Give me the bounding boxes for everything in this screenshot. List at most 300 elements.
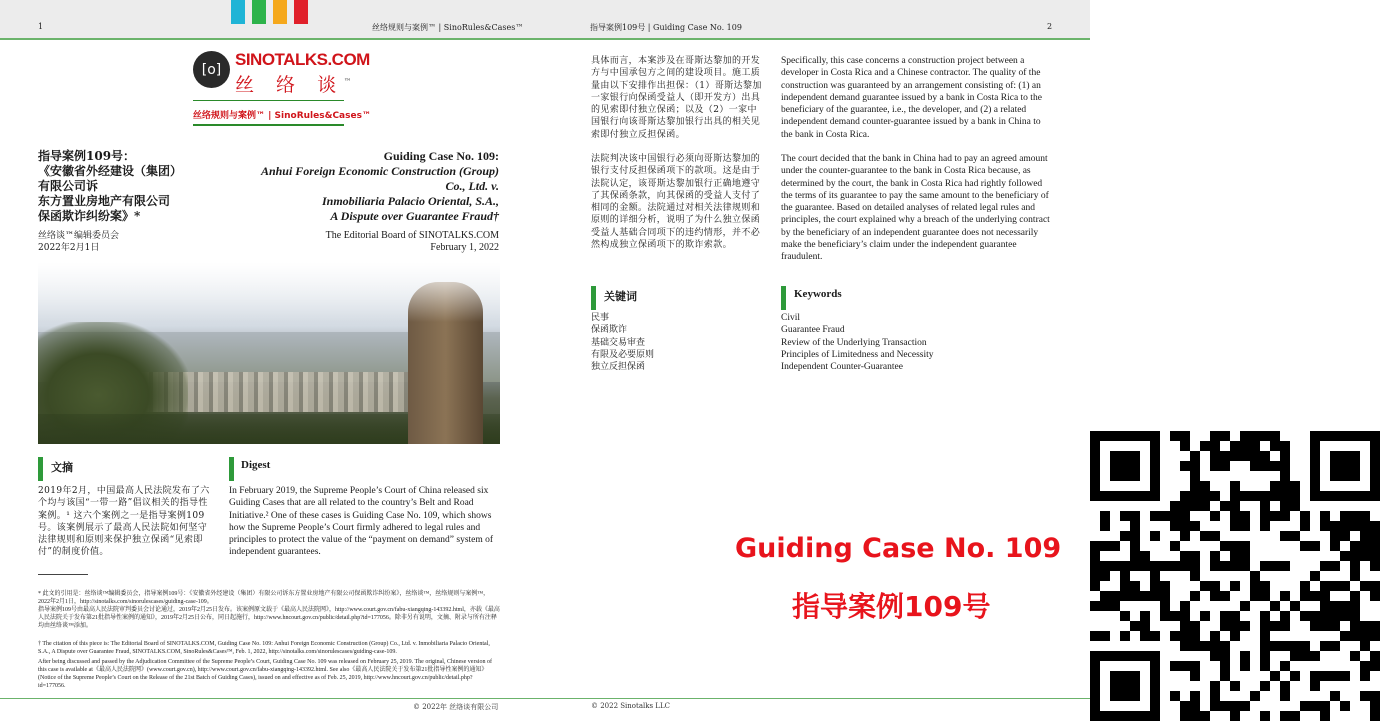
qr-module: [1340, 701, 1350, 711]
qr-module: [1150, 591, 1160, 601]
qr-module: [1090, 631, 1100, 641]
qr-module: [1090, 601, 1100, 611]
qr-module: [1210, 581, 1220, 591]
qr-module: [1230, 451, 1240, 461]
qr-module: [1130, 551, 1140, 561]
qr-module: [1240, 491, 1250, 501]
qr-module: [1190, 661, 1200, 671]
qr-module: [1330, 611, 1340, 621]
qr-module: [1180, 491, 1190, 501]
cn-keyword: 独立反担保函: [591, 362, 646, 373]
qr-module: [1150, 531, 1160, 541]
qr-module: [1200, 581, 1210, 591]
qr-module: [1190, 621, 1200, 631]
cn-board-name: 丝络谈™编辑委员会: [38, 231, 120, 241]
qr-module: [1330, 541, 1340, 551]
qr-module: [1140, 591, 1150, 601]
qr-module: [1360, 551, 1370, 561]
qr-module: [1180, 661, 1190, 671]
qr-module: [1250, 491, 1260, 501]
qr-module: [1360, 541, 1370, 551]
qr-module: [1260, 561, 1270, 571]
qr-module: [1340, 551, 1350, 561]
qr-module: [1300, 591, 1310, 601]
qr-module: [1270, 491, 1280, 501]
qr-code-graphic: [1090, 431, 1380, 721]
qr-module: [1270, 621, 1280, 631]
footnote-rule: [38, 574, 88, 575]
qr-module: [1130, 581, 1140, 591]
qr-module: [1170, 561, 1180, 571]
qr-module: [1250, 581, 1260, 591]
cn-digest-heading: 文摘: [51, 461, 73, 474]
qr-module: [1350, 601, 1360, 611]
qr-module: [1300, 611, 1310, 621]
qr-module: [1190, 501, 1200, 511]
qr-module: [1360, 511, 1370, 521]
qr-module: [1180, 461, 1190, 471]
qr-module: [1290, 501, 1300, 511]
qr-module: [1270, 511, 1280, 521]
en-keywords-heading: Keywords: [794, 288, 842, 300]
qr-module: [1340, 531, 1350, 541]
qr-module: [1350, 611, 1360, 621]
qr-module: [1130, 511, 1140, 521]
qr-module: [1130, 541, 1140, 551]
cn-digest-bar: [38, 457, 43, 481]
qr-module: [1350, 571, 1360, 581]
qr-module: [1190, 691, 1200, 701]
qr-module: [1240, 541, 1250, 551]
qr-module: [1260, 501, 1270, 511]
qr-module: [1320, 701, 1330, 711]
qr-module: [1320, 561, 1330, 571]
en-title-line: Inmobiliaria Palacio Oriental, S.A.,: [321, 194, 499, 208]
qr-module: [1190, 671, 1200, 681]
qr-module: [1260, 491, 1270, 501]
en-title: [261, 149, 499, 224]
qr-module: [1310, 591, 1320, 601]
qr-module: [1300, 541, 1310, 551]
qr-module: [1170, 541, 1180, 551]
qr-module: [1240, 441, 1250, 451]
cn-keywords-bar: [591, 286, 596, 310]
qr-module: [1100, 511, 1110, 521]
qr-module: [1260, 431, 1270, 441]
footnote-2: [38, 640, 500, 690]
qr-module: [1230, 541, 1240, 551]
qr-module: [1110, 541, 1120, 551]
qr-module: [1100, 541, 1110, 551]
qr-module: [1180, 631, 1190, 641]
qr-module: [1340, 581, 1350, 591]
cn-keyword: 保函欺诈: [591, 325, 628, 336]
qr-module: [1120, 571, 1130, 581]
qr-module: [1180, 701, 1190, 711]
cn-keyword: 基础交易审查: [591, 337, 646, 348]
qr-module: [1320, 591, 1330, 601]
qr-module: [1180, 711, 1190, 721]
qr-module: [1240, 521, 1250, 531]
logo-rule: [193, 100, 344, 101]
qr-module: [1290, 651, 1300, 661]
qr-module: [1210, 451, 1220, 461]
qr-module: [1330, 671, 1340, 681]
qr-module: [1370, 531, 1380, 541]
cn-title-line: 东方置业房地产有限公司: [38, 194, 171, 208]
en-keyword: Principles of Limitedness and Necessity: [781, 349, 934, 360]
qr-module: [1330, 561, 1340, 571]
qr-module: [1370, 551, 1380, 561]
cn-title: [38, 149, 182, 224]
qr-module: [1370, 711, 1380, 721]
qr-module: [1220, 431, 1230, 441]
qr-module: [1180, 641, 1190, 651]
qr-module: [1360, 671, 1370, 681]
qr-module: [1120, 591, 1130, 601]
qr-module: [1360, 631, 1370, 641]
cn-keyword: 有限及必要原则: [591, 349, 655, 360]
qr-module: [1230, 551, 1240, 561]
qr-module: [1150, 631, 1160, 641]
logo-tm: ™: [344, 77, 352, 86]
qr-module: [1230, 701, 1240, 711]
qr-module: [1270, 561, 1280, 571]
footnote-2b: After being discussed and passed by the Adjudication Committee of the Supreme People’s Court, Guiding Case No. 109 was released on February 25, 2019. The original, Chinese version of this case is available at《最高人民法院网》(www.court.gov.cn), http://www.court.gov.cn/fabu-xiangqing-143392.html. See also《最高人民法院关于发布第21批指导性案例的通知》(Notice of the Supreme People’s Court on the Release of the 21st Batch of Guiding Cases), issued on and effective as of Feb. 25, 2019, http://www.hncourt.gov.cn/public/detail.php?id=177056.: [38, 659, 492, 689]
qr-module: [1190, 551, 1200, 561]
qr-module: [1180, 511, 1190, 521]
qr-module: [1260, 461, 1270, 471]
qr-module: [1160, 611, 1170, 621]
qr-module: [1210, 691, 1220, 701]
qr-module: [1200, 641, 1210, 651]
qr-module: [1320, 521, 1330, 531]
footnote-1: [38, 590, 500, 630]
qr-module: [1120, 561, 1130, 571]
qr-module: [1270, 481, 1280, 491]
qr-module: [1280, 591, 1290, 601]
qr-module: [1330, 531, 1340, 541]
en-paragraph-2: The court decided that the bank in China had to pay an agreed amount under the counter-guarantee to the bank in Costa Rica because, as determined by the court, the bank in Costa Rica had rightly followed the terms of its guarantee to pay the same amount to the beneficiary of the guarantee. Based on detailed analyses of related legal rules and principles, the court explained why a breach of the underlying contract by the beneficiary of an independent guarantee does not necessarily make the beneficiary’s claim under the independent guarantee fraudulent.: [781, 154, 1050, 263]
qr-module: [1260, 511, 1270, 521]
qr-module: [1190, 641, 1200, 651]
qr-module: [1160, 601, 1170, 611]
qr-module: [1220, 501, 1230, 511]
qr-module: [1280, 641, 1290, 651]
qr-module: [1170, 691, 1180, 701]
qr-module: [1350, 541, 1360, 551]
en-keyword: Civil: [781, 313, 801, 323]
en-title-line: Co., Ltd. v.: [445, 179, 499, 193]
logo-name: SINOTALKS.COM: [235, 50, 370, 69]
qr-module: [1310, 571, 1320, 581]
cn-paragraph-1: 具体而言，本案涉及在哥斯达黎加的开发方与中国承包方之间的建设项目。施工质量由以下安排作出担保：（1）哥斯达黎加一家银行向保函受益人（即开发方）出具的见索即付独立保函；以及（2）一家中国银行向该哥斯达黎加银行出具的相关见索即付独立反担保函。: [591, 56, 762, 140]
cn-paragraph-2: 法院判决该中国银行必须向哥斯达黎加的银行支付反担保函项下的款项。这是由于法院认定，该哥斯达黎加银行正确地遵守了其保函条款，向其保函的受益人支付了相同的金额。法院通过对相关法律规则和原则的详细分析，说明了为什么独立保函受益人基础合同项下的违约情形，并不必然构成独立保函项下的欺诈索款。: [591, 154, 761, 251]
qr-module: [1100, 521, 1110, 531]
qr-module: [1190, 471, 1200, 481]
qr-module: [1210, 441, 1220, 451]
en-board-date: February 1, 2022: [430, 242, 499, 253]
qr-module: [1210, 551, 1220, 561]
qr-module: [1210, 681, 1220, 691]
qr-module: [1280, 441, 1290, 451]
qr-module: [1200, 501, 1210, 511]
qr-module: [1250, 571, 1260, 581]
qr-module: [1280, 461, 1290, 471]
qr-module: [1220, 641, 1230, 651]
qr-module: [1330, 601, 1340, 611]
page-number-left: 1: [38, 22, 44, 31]
qr-module: [1320, 621, 1330, 631]
qr-module: [1110, 601, 1120, 611]
qr-module: [1190, 461, 1200, 471]
qr-module: [1220, 541, 1230, 551]
color-bar-blue: [231, 0, 245, 24]
qr-module: [1190, 631, 1200, 641]
qr-module: [1360, 641, 1370, 651]
qr-module: [1360, 521, 1370, 531]
qr-module: [1230, 511, 1240, 521]
qr-module: [1140, 621, 1150, 631]
qr-module: [1300, 701, 1310, 711]
footer-right: © 2022 Sinotalks LLC: [591, 702, 670, 710]
en-digest-heading: Digest: [241, 459, 271, 471]
qr-module: [1350, 631, 1360, 641]
qr-module: [1160, 581, 1170, 591]
qr-module: [1270, 671, 1280, 681]
header-band: [0, 0, 1090, 38]
qr-module: [1230, 581, 1240, 591]
qr-finder-core: [1330, 451, 1360, 481]
qr-module: [1370, 701, 1380, 711]
qr-module: [1220, 661, 1230, 671]
qr-module: [1260, 451, 1270, 461]
qr-module: [1230, 441, 1240, 451]
qr-module: [1310, 621, 1320, 631]
cn-keywords-heading: 关键词: [604, 290, 637, 303]
qr-module: [1140, 561, 1150, 571]
qr-module: [1260, 581, 1270, 591]
en-keyword: Independent Counter-Guarantee: [781, 362, 903, 373]
qr-module: [1230, 631, 1240, 641]
qr-module: [1340, 511, 1350, 521]
qr-module: [1210, 651, 1220, 661]
qr-module: [1170, 511, 1180, 521]
qr-module: [1280, 561, 1290, 571]
qr-module: [1200, 441, 1210, 451]
qr-module: [1090, 541, 1100, 551]
qr-module: [1270, 641, 1280, 651]
qr-module: [1100, 601, 1110, 611]
qr-module: [1190, 701, 1200, 711]
qr-module: [1120, 611, 1130, 621]
qr-module: [1150, 571, 1160, 581]
qr-module: [1280, 661, 1290, 671]
cn-keyword: 民事: [591, 313, 610, 323]
qr-module: [1260, 711, 1270, 721]
en-title-line: A Dispute over Guarantee Fraud†: [330, 209, 499, 223]
qr-module: [1350, 621, 1360, 631]
brand-line: 丝络规则与案例™ | SinoRules&Cases™: [193, 111, 371, 121]
qr-module: [1330, 581, 1340, 591]
qr-module: [1230, 711, 1240, 721]
qr-module: [1240, 511, 1250, 521]
qr-module: [1090, 561, 1100, 571]
qr-module: [1240, 601, 1250, 611]
qr-module: [1330, 521, 1340, 531]
qr-module: [1290, 481, 1300, 491]
qr-module: [1340, 521, 1350, 531]
qr-module: [1170, 631, 1180, 641]
qr-module: [1230, 491, 1240, 501]
qr-module: [1100, 591, 1110, 601]
qr-module: [1300, 511, 1310, 521]
qr-module: [1250, 461, 1260, 471]
qr-module: [1370, 521, 1380, 531]
qr-module: [1370, 591, 1380, 601]
qr-module: [1320, 611, 1330, 621]
qr-module: [1320, 581, 1330, 591]
qr-module: [1100, 561, 1110, 571]
qr-module: [1370, 581, 1380, 591]
qr-module: [1270, 461, 1280, 471]
qr-module: [1250, 431, 1260, 441]
qr-module: [1100, 631, 1110, 641]
qr-module: [1290, 641, 1300, 651]
cn-board-date: 2022年2月1日: [38, 243, 100, 253]
qr-module: [1360, 691, 1370, 701]
qr-module: [1240, 451, 1250, 461]
qr-module: [1310, 541, 1320, 551]
en-board-name: The Editorial Board of SINOTALKS.COM: [325, 230, 499, 241]
en-digest-text: In February 2019, the Supreme People’s Court of China released six Guiding Cases that are all related to the country’s Belt and Road Initiative.² One of these cases is Guiding Case No. 109, which shows how the Supreme People’s Court firmly adhered to legal rules and principles to protect the value of the “payment on demand” system of independent guarantees.: [229, 486, 494, 558]
qr-module: [1210, 461, 1220, 471]
qr-module: [1220, 591, 1230, 601]
qr-module: [1180, 521, 1190, 531]
qr-module: [1200, 611, 1210, 621]
qr-module: [1140, 631, 1150, 641]
overlay-title-en: Guiding Case No. 109: [735, 533, 1062, 564]
qr-code-icon[interactable]: [1090, 431, 1380, 721]
qr-module: [1350, 511, 1360, 521]
qr-module: [1300, 521, 1310, 531]
qr-module: [1270, 431, 1280, 441]
page-number-right: 2: [1047, 22, 1053, 31]
qr-module: [1370, 541, 1380, 551]
qr-module: [1180, 431, 1190, 441]
qr-module: [1210, 431, 1220, 441]
qr-module: [1260, 521, 1270, 531]
color-bar-green: [252, 0, 266, 24]
cn-digest-text: 2019年2月，中国最高人民法院发布了六个均与该国“一带一路”倡议相关的指导性案例。¹ 这六个案例之一是指导案例109号。该案例展示了最高人民法院如何坚守法律规则和原则来保护独立保函“见索即付”的制度价值。: [38, 486, 210, 558]
qr-module: [1180, 561, 1190, 571]
qr-module: [1110, 591, 1120, 601]
qr-module: [1230, 501, 1240, 511]
qr-module: [1260, 631, 1270, 641]
brand-rule: [193, 124, 344, 126]
qr-module: [1170, 501, 1180, 511]
qr-module: [1200, 711, 1210, 721]
qr-module: [1190, 571, 1200, 581]
en-title-line: Anhui Foreign Economic Construction (Group): [260, 164, 499, 178]
qr-module: [1330, 641, 1340, 651]
qr-module: [1250, 441, 1260, 451]
qr-module: [1240, 651, 1250, 661]
qr-module: [1370, 631, 1380, 641]
logo-cn: [235, 70, 351, 97]
qr-module: [1240, 431, 1250, 441]
logo-cn-text: 丝 络 谈: [235, 74, 345, 96]
qr-finder-core: [1110, 451, 1140, 481]
qr-module: [1360, 581, 1370, 591]
qr-module: [1160, 561, 1170, 571]
qr-module: [1220, 611, 1230, 621]
qr-module: [1110, 561, 1120, 571]
qr-module: [1270, 441, 1280, 451]
qr-module: [1260, 661, 1270, 671]
qr-module: [1270, 601, 1280, 611]
qr-module: [1230, 611, 1240, 621]
qr-module: [1240, 561, 1250, 571]
en-keyword: Guarantee Fraud: [781, 325, 845, 336]
en-editorial-board: [326, 230, 499, 254]
qr-module: [1220, 451, 1230, 461]
qr-module: [1350, 521, 1360, 531]
qr-module: [1190, 711, 1200, 721]
qr-module: [1320, 511, 1330, 521]
qr-module: [1150, 561, 1160, 571]
qr-module: [1220, 671, 1230, 681]
running-title-left: 丝络规则与案例™ | SinoRules&Cases™: [372, 23, 524, 32]
qr-module: [1230, 521, 1240, 531]
qr-module: [1350, 561, 1360, 571]
qr-module: [1300, 581, 1310, 591]
qr-module: [1170, 431, 1180, 441]
qr-module: [1340, 611, 1350, 621]
qr-module: [1230, 681, 1240, 691]
running-title-right: 指导案例109号 | Guiding Case No. 109: [590, 23, 742, 32]
qr-module: [1210, 631, 1220, 641]
footnote-1a: * 此文的引用是：丝络谈™编辑委员会，指导案例109号：《安徽省外经建设（集团）有限公司诉东方置业房地产有限公司保函欺诈纠纷案》，丝络谈™，丝络规则与案例™，2022年2月1日，http://sinotalks.com/sinorulescases/guiding-case-109。: [38, 591, 490, 605]
qr-module: [1180, 441, 1190, 451]
overlay-title-cn: 指导案例109号: [792, 590, 991, 623]
qr-module: [1290, 491, 1300, 501]
qr-module: [1290, 601, 1300, 611]
qr-module: [1370, 661, 1380, 671]
qr-module: [1180, 501, 1190, 511]
qr-module: [1220, 701, 1230, 711]
qr-module: [1250, 451, 1260, 461]
qr-module: [1310, 701, 1320, 711]
qr-module: [1230, 481, 1240, 491]
photo-fade: [38, 262, 500, 322]
cn-title-line: 保函欺诈纠纷案》*: [38, 209, 141, 223]
qr-module: [1120, 581, 1130, 591]
footnote-1b: 指导案例109号由最高人民法院审判委员会讨论通过，2019年2月25日发布。该案例原文载于《最高人民法院网》，http://www.court.gov.cn/fabu-xiangqing-143392.html，亦载《最高人民法院关于发布第21批指导性案例的通知》，2019年2月25日公布，同日起施行，http://www.hncourt.gov.cn/public/detail.php?id=177056。除非另有说明，文摘、附录与所有注释均由丝络谈™添加。: [38, 607, 500, 629]
qr-module: [1320, 671, 1330, 681]
en-title-line: Guiding Case No. 109:: [383, 149, 499, 163]
qr-module: [1360, 661, 1370, 671]
qr-module: [1210, 561, 1220, 571]
en-paragraph-1: Specifically, this case concerns a construction project between a developer in Costa Rica and a Chinese contractor. The quality of the construction was guaranteed by an arrangement consisting of: (1) an independent demand guarantee issued by a bank in Costa Rica to the beneficiary of the guarantee, i.e., the developer, and (2) a related independent demand counter-guarantee issued by a bank in China to the bank in Costa Rica.: [781, 56, 1042, 140]
qr-module: [1300, 651, 1310, 661]
qr-module: [1260, 611, 1270, 621]
qr-module: [1210, 591, 1220, 601]
qr-module: [1340, 601, 1350, 611]
qr-module: [1130, 521, 1140, 531]
cn-title-line: 《安徽省外经建设（集团）: [38, 164, 183, 178]
qr-module: [1130, 561, 1140, 571]
